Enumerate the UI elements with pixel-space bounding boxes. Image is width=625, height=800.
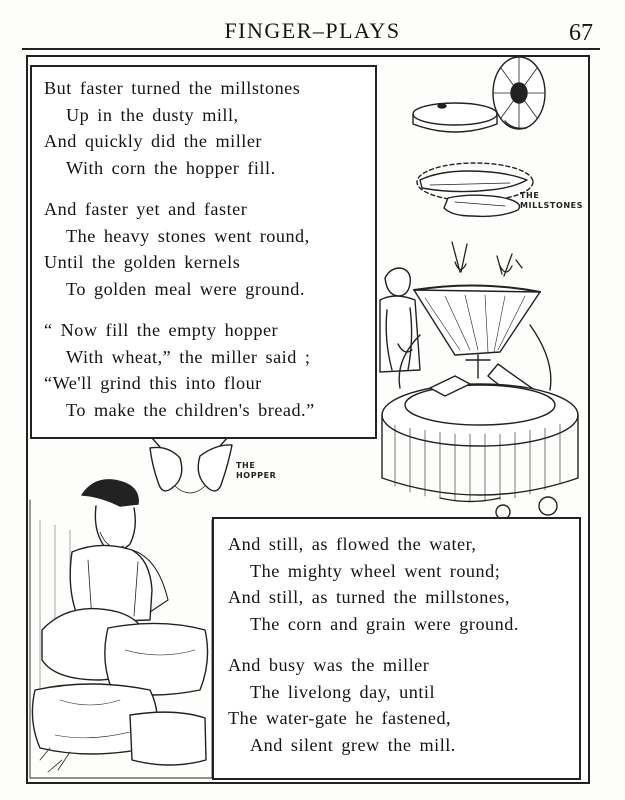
caption-line: THE <box>236 461 256 470</box>
caption-line: HOPPER <box>236 471 277 480</box>
fingers-hopper-illustration <box>452 242 522 276</box>
hopper-hands-illustration <box>150 437 232 493</box>
stanza <box>44 75 375 181</box>
verse-box-bottom <box>212 517 581 780</box>
millstones-caption <box>520 191 586 211</box>
verse-line: And busy was the miller <box>228 655 430 675</box>
verse-line: With wheat,” the miller said ; <box>66 346 311 367</box>
stanza <box>228 531 579 637</box>
mill-scene-illustration <box>380 268 578 519</box>
verse-line: The heavy stones went round, <box>66 225 310 246</box>
verse-line: And faster yet and faster <box>44 199 248 219</box>
verse-line: The water-gate he fastened, <box>228 708 452 728</box>
page-number: 67 <box>569 20 593 46</box>
verse-box-top <box>30 65 377 439</box>
millstones-hands-illustration <box>417 163 533 216</box>
miller-figure-illustration <box>30 480 212 778</box>
verse-line: And still, as flowed the water, <box>228 534 477 554</box>
stanza <box>44 317 375 423</box>
millstones-illustration <box>413 57 545 132</box>
verse-line: The corn and grain were ground. <box>250 613 519 634</box>
verse-line: Until the golden kernels <box>44 252 241 272</box>
stanza <box>228 652 579 758</box>
caption-line: MILLSTONES <box>520 201 584 210</box>
verse-line: With corn the hopper fill. <box>66 157 276 178</box>
caption-line: THE <box>520 191 540 200</box>
verse-line: But faster turned the millstones <box>44 78 301 98</box>
verse-line: And silent grew the mill. <box>250 734 456 755</box>
verse-line: To make the children's bread.” <box>66 399 315 420</box>
running-title: FINGER–PLAYS <box>224 18 401 43</box>
verse-line: And quickly did the miller <box>44 131 262 151</box>
verse-line: To golden meal were ground. <box>66 278 305 299</box>
verse-line: Up in the dusty mill, <box>66 104 239 125</box>
hopper-caption <box>236 461 296 481</box>
verse-line: The livelong day, until <box>250 681 435 702</box>
verse-line: “ Now fill the empty hopper <box>44 320 279 340</box>
verse-line: “We'll grind this into flour <box>44 373 262 393</box>
stanza <box>44 196 375 302</box>
verse-line: And still, as turned the millstones, <box>228 587 511 607</box>
verse-line: The mighty wheel went round; <box>250 560 501 581</box>
